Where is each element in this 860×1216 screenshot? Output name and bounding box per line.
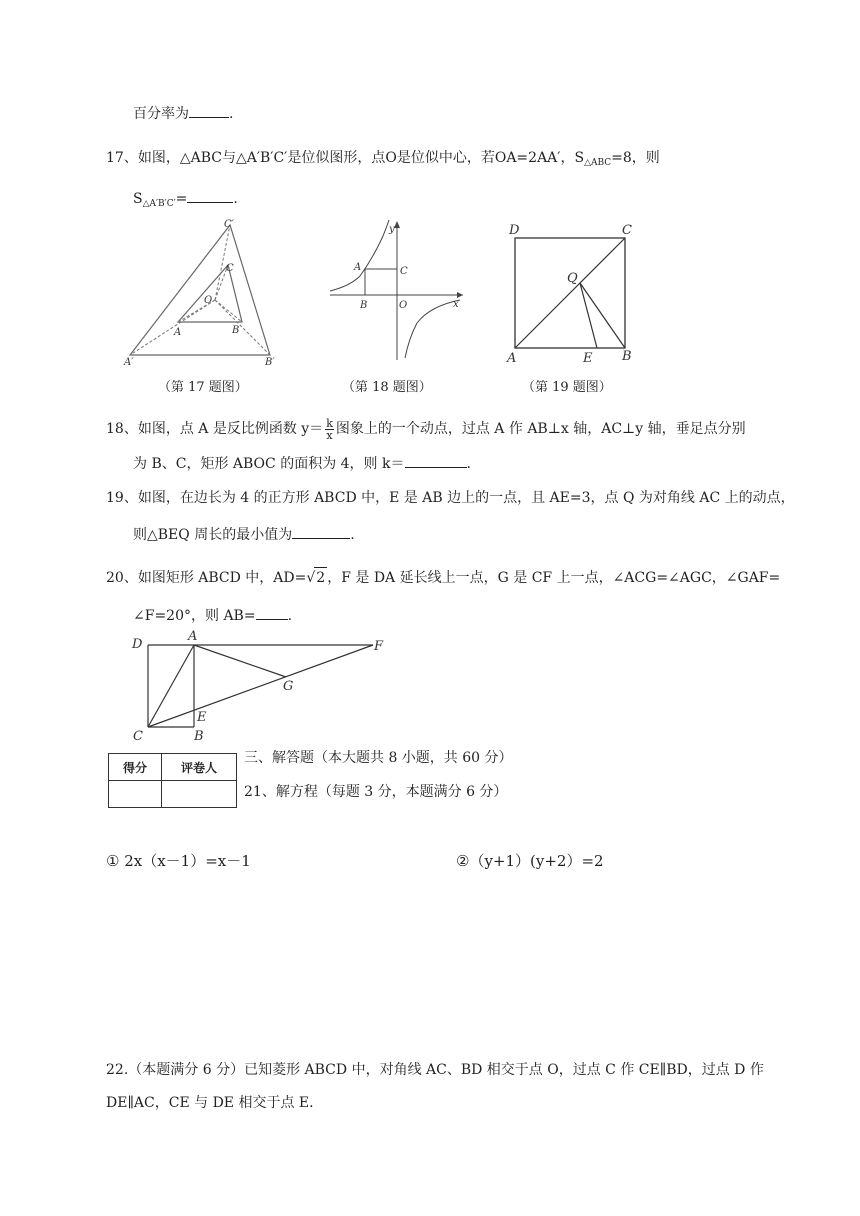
- score-cell[interactable]: [109, 781, 162, 808]
- label-A: A: [188, 629, 198, 644]
- label-A: A: [507, 351, 517, 366]
- label-B: B: [194, 729, 204, 744]
- label-O: O: [399, 300, 408, 311]
- label-D: D: [132, 637, 143, 652]
- answer-blank: [256, 605, 288, 620]
- fraction-k-over-x: $\frac{k}{x}$: [326, 416, 333, 442]
- label-B: B: [622, 349, 632, 364]
- grader-header: 评卷人: [162, 754, 237, 781]
- label-C: C: [622, 223, 632, 238]
- label-Q: Q: [567, 271, 578, 286]
- label-E: E: [197, 710, 207, 725]
- sqrt-symbol: √: [306, 570, 316, 586]
- equation-2: ②（y+1）(y+2）=2: [456, 852, 604, 870]
- answer-blank: [405, 453, 467, 468]
- label-C: C: [400, 266, 408, 277]
- label-E: E: [583, 351, 593, 366]
- label-G: G: [283, 679, 294, 694]
- grader-cell[interactable]: [162, 781, 237, 808]
- figure-19: [505, 222, 645, 367]
- q16-tail: 百分率为 .: [133, 103, 233, 124]
- label-C1: C′: [224, 219, 234, 230]
- label-A1: A′: [124, 357, 134, 368]
- answer-blank: [189, 103, 229, 118]
- figure-20: [128, 630, 393, 745]
- label-O: O: [204, 295, 213, 306]
- question-17-line2: $S_{\triangle A'B'C'}=$ .: [133, 188, 238, 214]
- caption-fig17: （第 17 题图）: [158, 380, 248, 395]
- label-B: B: [232, 325, 240, 336]
- label-A: A: [174, 327, 182, 338]
- question-19: 19、如图，在边长为 4 的正方形 ABCD 中，E 是 AB 边上的一点，且 AE=3，点 Q 为对角线 AC 上的动点，: [106, 490, 795, 506]
- figure-17: [120, 215, 290, 368]
- label-D: D: [509, 223, 520, 238]
- answer-blank: [187, 188, 233, 203]
- label-B1: B′: [265, 357, 275, 368]
- question-20: 20、如图矩形 ABCD 中，AD=√2 ，F 是 DA 延长线上一点，G 是 CF 上一点，∠ACG=∠AGC，∠GAF=: [106, 567, 780, 588]
- score-table: [108, 753, 237, 808]
- question-17: 17、如图，△ABC与△A′B′C′是位似图形，点O是位似中心，若OA=2AA′，$S_{\triangle ABC}=8$，则: [106, 150, 660, 168]
- question-18: 18、如图，点 A 是反比例函数 y＝ $\frac{k}{x}$ 图象上的一个动点，过点 A 作 AB⊥x 轴，AC⊥y 轴，垂足点分别: [106, 416, 746, 442]
- question-20-line2: ∠F=20°，则 AB= .: [133, 605, 292, 626]
- equation-1: ① 2x（x－1）=x－1: [106, 852, 251, 870]
- question-19-line2: 则△BEQ 周长的最小值为 .: [133, 524, 355, 545]
- label-B: B: [360, 300, 368, 311]
- label-C: C: [226, 263, 234, 274]
- label-y: y: [389, 224, 395, 235]
- question-22: 22.（本题满分 6 分）已知菱形 ABCD 中，对角线 AC、BD 相交于点 O，过点 C 作 CE∥BD，过点 D 作: [106, 1062, 764, 1078]
- question-22-line2: DE∥AC，CE 与 DE 相交于点 E.: [106, 1095, 314, 1111]
- section-3-heading: 三、解答题（本大题共 8 小题，共 60 分）: [244, 750, 513, 766]
- label-x: x: [453, 299, 459, 310]
- label-F: F: [374, 639, 384, 654]
- caption-fig18: （第 18 题图）: [342, 380, 432, 395]
- question-18-line2: 为 B、C，矩形 ABOC 的面积为 4，则 k＝ .: [133, 453, 471, 474]
- figure-18: [325, 218, 465, 363]
- answer-blank: [292, 524, 350, 539]
- caption-fig19: （第 19 题图）: [522, 380, 612, 395]
- label-A: A: [354, 262, 362, 273]
- score-header: 得分: [109, 754, 162, 781]
- label-C: C: [133, 729, 143, 744]
- question-21: 21、解方程（每题 3 分，本题满分 6 分）: [244, 784, 508, 800]
